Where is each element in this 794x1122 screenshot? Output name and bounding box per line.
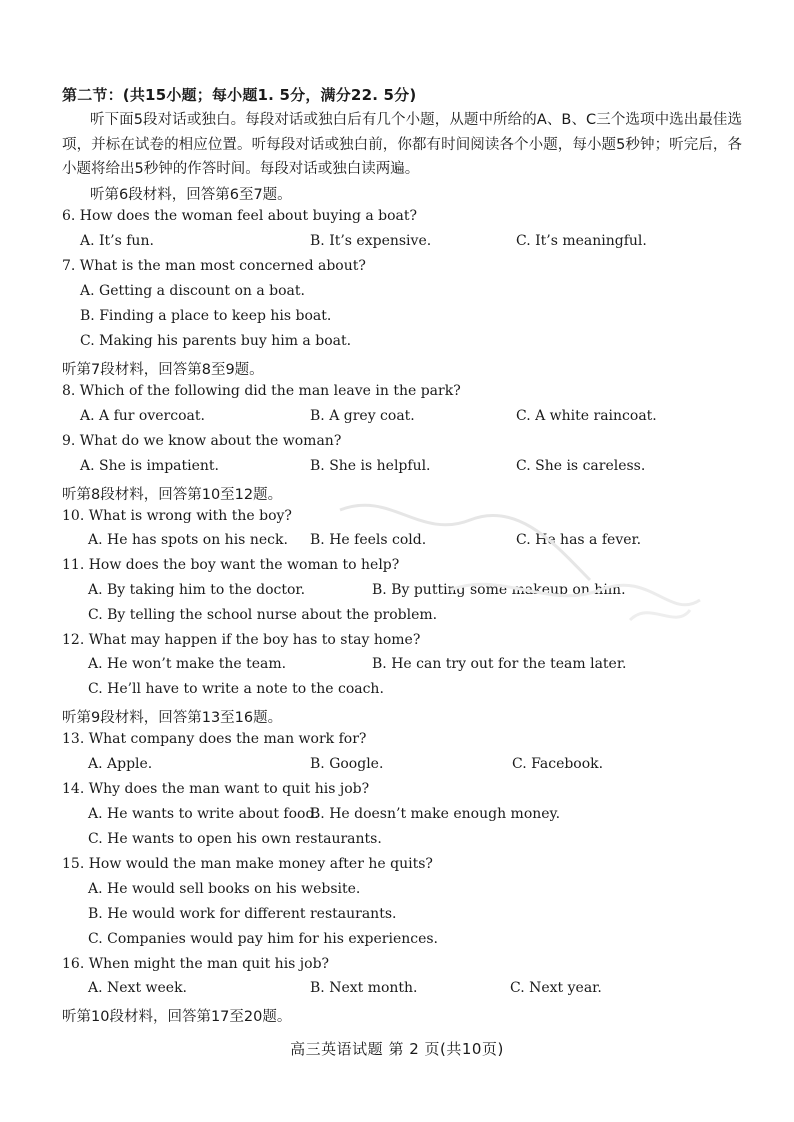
question-stem: 9. What do we know about the woman?	[62, 433, 342, 449]
question-stem: 11. How does the boy want the woman to help?	[62, 557, 400, 573]
question-stem: 15. How would the man make money after he quits?	[62, 856, 433, 872]
option-b: B. It’s expensive.	[310, 233, 432, 249]
option-b: B. By putting some makeup on him.	[372, 582, 626, 598]
question-stem: 8. Which of the following did the man leave in the park?	[62, 383, 461, 399]
option-c: C. Facebook.	[512, 756, 604, 772]
option-c: C. He wants to open his own restaurants.	[88, 831, 382, 847]
section-title: 第二节：(共15小题；每小题1. 5分，满分22. 5分)	[62, 86, 417, 104]
question-stem: 10. What is wrong with the boy?	[62, 508, 292, 524]
page-footer: 高三英语试题 第 2 页(共10页)	[290, 1040, 504, 1058]
option-b: B. He feels cold.	[310, 532, 427, 548]
option-a: A. Getting a discount on a boat.	[80, 283, 305, 299]
option-c: C. Next year.	[510, 980, 602, 996]
option-a: A. By taking him to the doctor.	[88, 582, 306, 598]
option-b: B. He would work for different restaurants.	[88, 906, 397, 922]
group-heading: 听第10段材料，回答第17至20题。	[62, 1009, 292, 1025]
option-b: B. Finding a place to keep his boat.	[80, 308, 332, 324]
option-a: A. He wants to write about food.	[88, 806, 319, 822]
option-a: A. He won’t make the team.	[88, 656, 287, 672]
option-c: C. He’ll have to write a note to the coach.	[88, 681, 384, 697]
option-a: A. She is impatient.	[80, 458, 220, 474]
group-heading: 听第7段材料，回答第8至9题。	[62, 362, 264, 378]
option-b: B. A grey coat.	[310, 408, 415, 424]
option-c: C. Making his parents buy him a boat.	[80, 333, 352, 349]
option-a: A. He has spots on his neck.	[88, 532, 288, 548]
group-heading: 听第6段材料，回答第6至7题。	[90, 187, 292, 203]
option-c: C. She is careless.	[516, 458, 646, 474]
question-stem: 14. Why does the man want to quit his job?	[62, 781, 370, 797]
option-c: C. It’s meaningful.	[516, 233, 647, 249]
option-a: A. A fur overcoat.	[80, 408, 205, 424]
question-stem: 12. What may happen if the boy has to stay home?	[62, 632, 421, 648]
option-b: B. Next month.	[310, 980, 418, 996]
option-c: C. By telling the school nurse about the problem.	[88, 607, 438, 623]
option-a: A. It’s fun.	[80, 233, 154, 249]
question-stem: 7. What is the man most concerned about?	[62, 258, 366, 274]
group-heading: 听第9段材料，回答第13至16题。	[62, 710, 283, 726]
option-a: A. Next week.	[88, 980, 188, 996]
option-c: C. He has a fever.	[516, 532, 642, 548]
question-stem: 16. When might the man quit his job?	[62, 956, 330, 972]
option-c: C. Companies would pay him for his experiences.	[88, 931, 438, 947]
question-stem: 6. How does the woman feel about buying a boat?	[62, 208, 418, 224]
option-a: A. Apple.	[88, 756, 153, 772]
section-instructions: 听下面5段对话或独白。每段对话或独白后有几个小题，从题中所给的A、B、C三个选项中选出最佳选项，并标在试卷的相应位置。听每段对话或独白前，你都有时间阅读各个小题，每小题5秒钟；听完后，各小题将给出5秒钟的作答时间。每段对话或独白读两遍。	[62, 112, 742, 177]
group-heading: 听第8段材料，回答第10至12题。	[62, 487, 283, 503]
option-b: B. She is helpful.	[310, 458, 431, 474]
option-b: B. He doesn’t make enough money.	[310, 806, 561, 822]
option-c: C. A white raincoat.	[516, 408, 657, 424]
option-b: B. He can try out for the team later.	[372, 656, 627, 672]
question-stem: 13. What company does the man work for?	[62, 731, 367, 747]
option-a: A. He would sell books on his website.	[88, 881, 361, 897]
option-b: B. Google.	[310, 756, 384, 772]
